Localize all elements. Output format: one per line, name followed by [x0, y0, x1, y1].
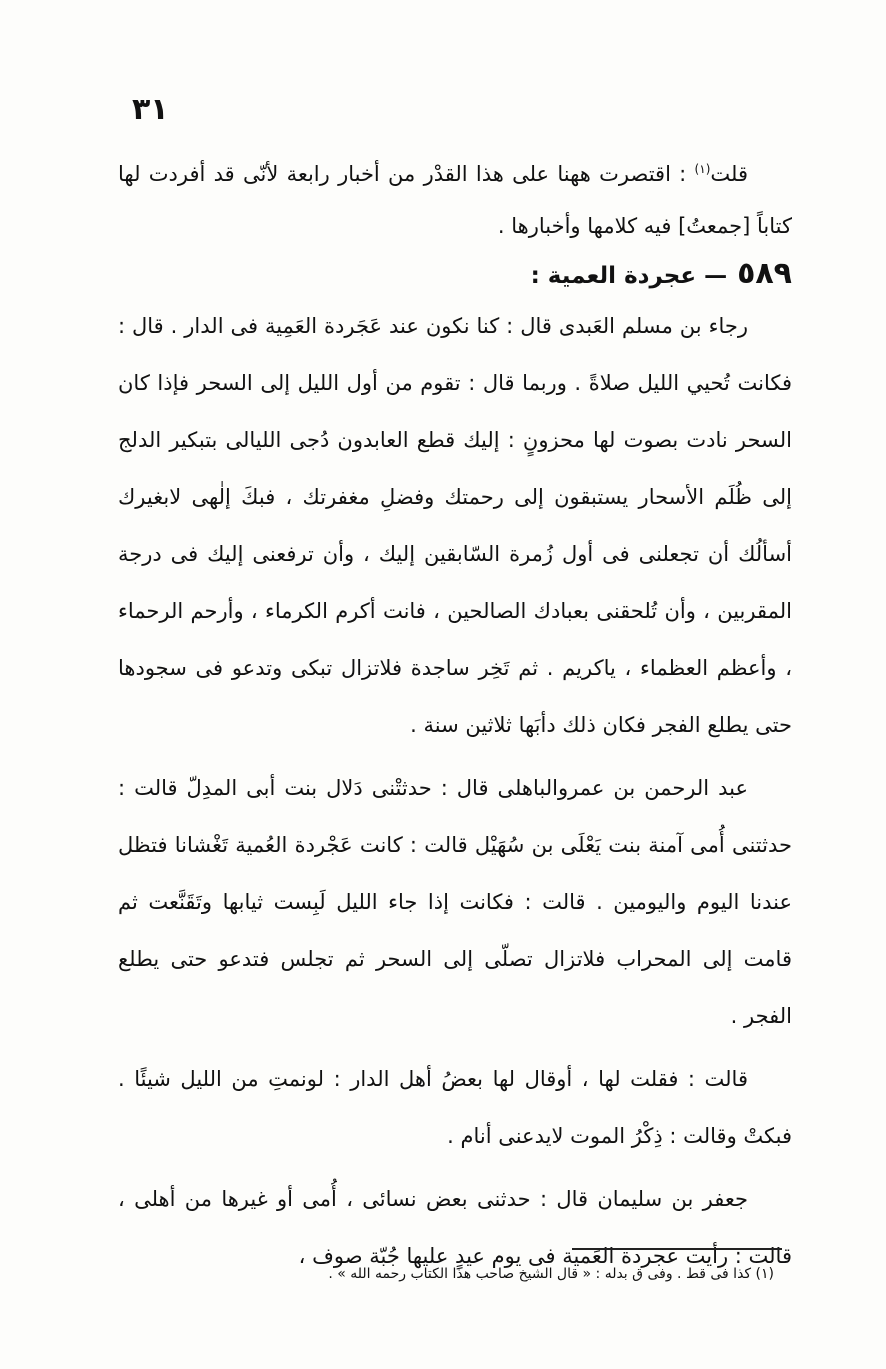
- page-body: [118, 148, 792, 1285]
- body-paragraph: قالت : فقلت لها ، أوقال لها بعضُ أهل الدار : لونمتِ من الليل شيئًا . فبكتْ وقالت : ذِكْرُ الموت لايدعنى أنام .: [118, 1067, 792, 1148]
- body-paragraph: جعفر بن سليمان قال : حدثنى بعض نسائى ، أُمى أو غيرها من أهلى ، قالت : رأيت عجردة العَمية فى يوم عيدٍ عليها جُبّة صوف ،: [118, 1187, 792, 1268]
- body-paragraph: عبد الرحمن بن عمروالباهلى قال : حدثتْنى دَلال بنت أبى المدِلّ قالت : حدثتنى أُمى آمنة بنت يَعْلَى بن سُهَيْل قالت : كانت عَجْردة العُمية تَغْشانا فتظل عندنا اليوم واليومين . قالت : فكانت إذا جاء الليل لَبِست ثيابها وتَقَنَّعت ثم قامت إلى المحراب فلاتزال تصلّى إلى السحر ثم تجلس فتدعو حتى يطلع الفجر .: [118, 776, 792, 1028]
- footnote-reference[interactable]: (١): [694, 162, 711, 176]
- footnote: (١) كذا فى قط . وفى ق بدله : « قال الشيخ صاحب هذا الكتاب رحمه الله » .: [328, 1266, 774, 1282]
- intro-text: : اقتصرت ههنا على هذا القدْر من أخبار رابعة لأنّى قد أفردت لها كتاباً [جمعتُ] فيه كلامها وأخبارها .: [118, 162, 792, 238]
- section-number: ٥٨٩: [737, 256, 792, 291]
- intro-lead: قلت: [710, 162, 748, 186]
- body-paragraph: رجاء بن مسلم العَبدى قال : كنا نكون عند عَجَردة العَمِية فى الدار . قال : فكانت تُحيي الليل صلاةً . وربما قال : تقوم من أول الليل إلى السحر فإذا كان السحر نادت بصوت لها محزونٍ : إليك قطع العابدون دُجى الليالى بتبكير الدلج إلى ظُلَم الأسحار يستبقون إلى رحمتك وفضلِ مغفرتك ، فبكَ إلٰهى لابغيرك أسألُك أن تجعلنى فى أول زُمرة السّابقين إليك ، وأن ترفعنى إليك فى درجة المقربين ، وأن تُلحقنى بعبادك الصالحين ، فانت أكرم الكرماء ، وأرحم الرحماء ، وأعظم العظماء ، ياكريم . ثم تَخِر ساجدة فلاتزال تبكى وتدعو فى سجودها حتى يطلع الفجر فكان ذلك دأبَها ثلاثين سنة .: [118, 314, 792, 737]
- page-number: ٣١: [132, 92, 169, 127]
- section-heading: [118, 252, 792, 298]
- section-title: عجردة العمية :: [530, 263, 697, 289]
- footnote-divider: [572, 1248, 782, 1250]
- section-dash: —: [704, 263, 728, 289]
- intro-paragraph: [118, 148, 792, 252]
